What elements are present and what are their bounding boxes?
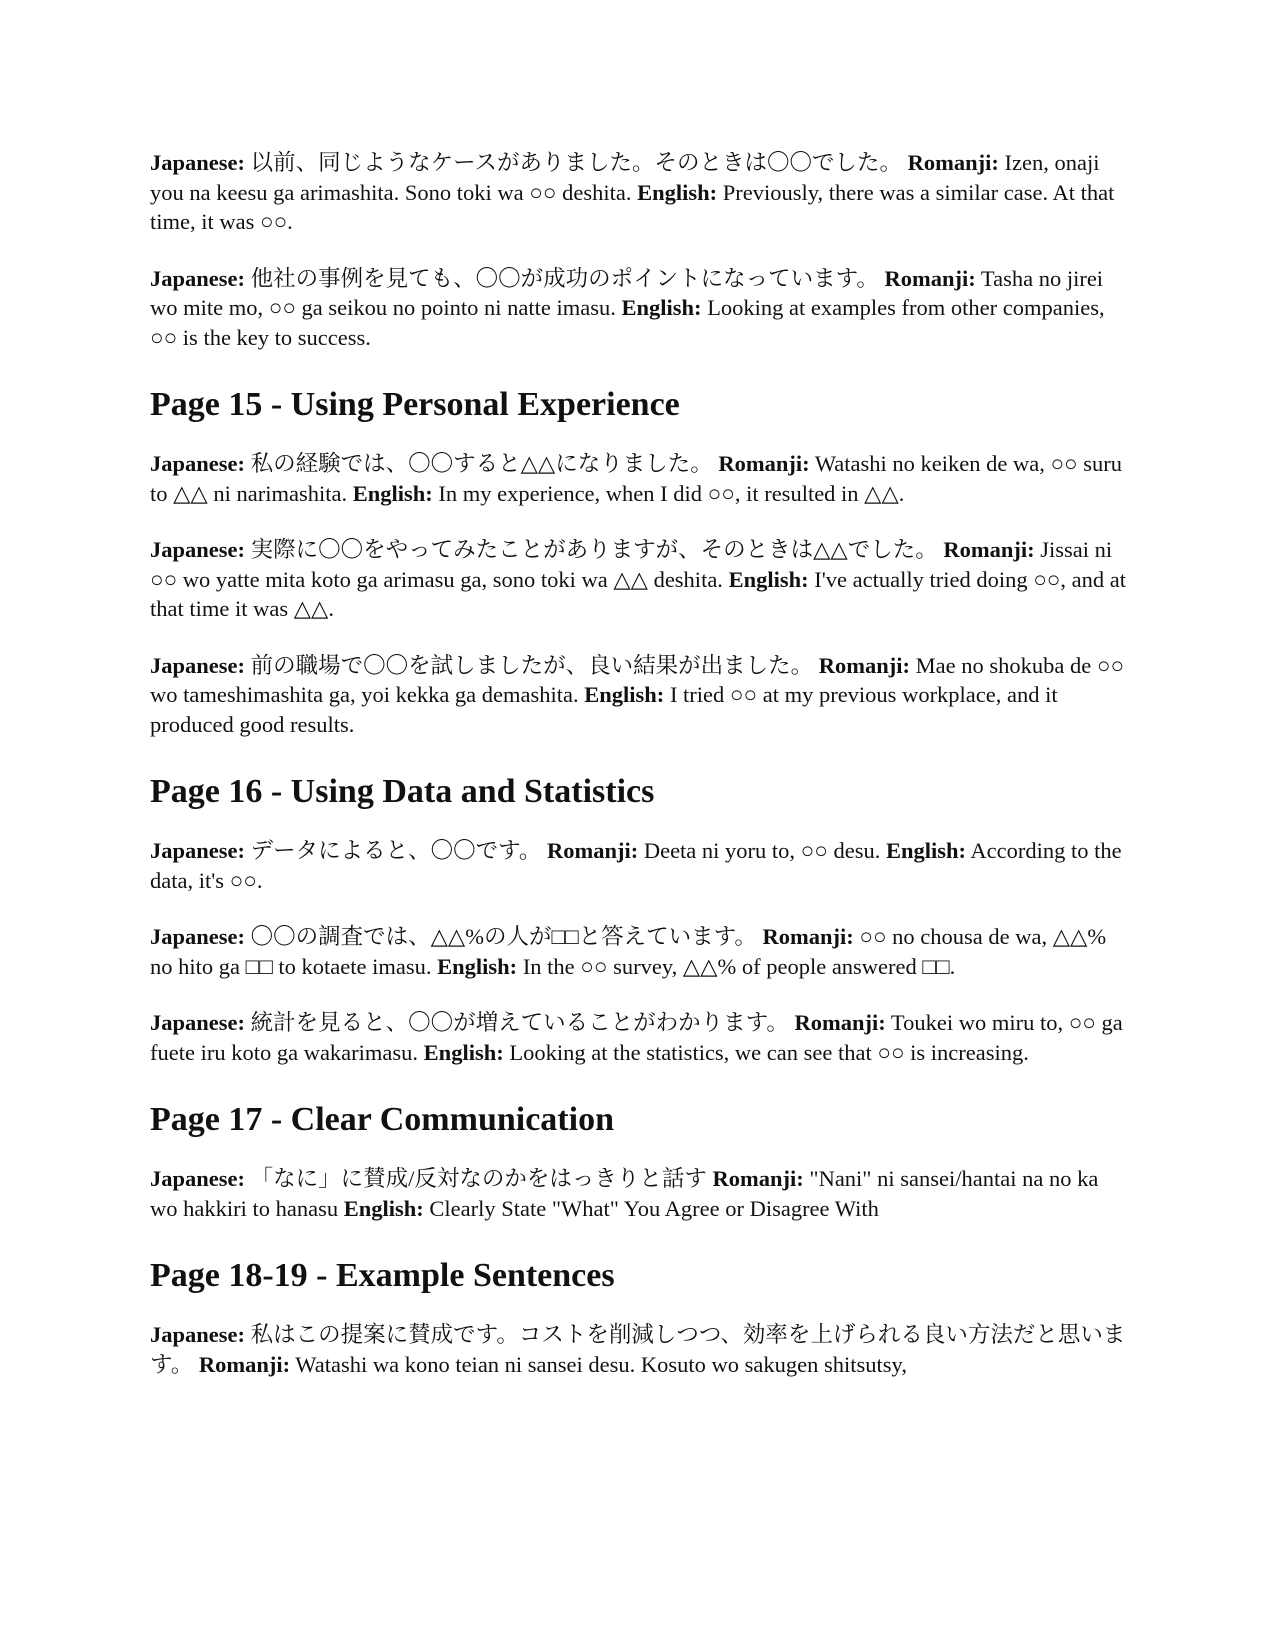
japanese-label: Japanese: xyxy=(150,838,245,863)
romanji-label: Romanji: xyxy=(818,652,911,678)
english-label: English: xyxy=(437,953,518,979)
english-text: I've actually tried doing ○○, and at that time it was △△. xyxy=(150,566,1126,621)
english-label: English: xyxy=(423,1039,504,1065)
romanji-label: Romanji: xyxy=(718,451,810,476)
japanese-text: 〇〇の調査では、△△%の人が□□と答えています。 xyxy=(250,924,757,949)
japanese-label: Japanese: xyxy=(150,924,245,949)
english-text: In my experience, when I did ○○, it resulted in △△. xyxy=(438,480,905,506)
english-text: According to the data, it's ○○. xyxy=(150,838,1122,893)
japanese-text: 実際に〇〇をやってみたことがありますが、そのときは△△でした。 xyxy=(250,537,938,562)
romanji-text: Watashi wa kono teian ni sansei desu. Kosuto wo sakugen shitsutsy, xyxy=(295,1351,907,1377)
romanji-label: Romanji: xyxy=(884,265,976,291)
romanji-text: "Nani" ni sansei/hantai na no ka wo hakkiri to hanasu xyxy=(150,1166,1099,1221)
romanji-label: Romanji: xyxy=(943,537,1035,562)
phrase-entry xyxy=(150,449,1130,508)
romanji-text: Tasha no jirei wo mite mo, ○○ ga seikou no pointo ni natte imasu. xyxy=(150,265,1104,320)
romanji-label: Romanji: xyxy=(546,838,639,863)
phrase-entry xyxy=(150,651,1130,740)
section-heading: Page 15 - Using Personal Experience xyxy=(150,386,680,423)
romanji-text: Mae no shokuba de ○○ wo tameshimashita ga, yoi kekka ga demashita. xyxy=(150,652,1125,707)
japanese-text: 私の経験では、〇〇すると△△になりました。 xyxy=(250,451,713,476)
romanji-text: Watashi no keiken de wa, ○○ suru to △△ ni narimashita. xyxy=(150,451,1122,506)
phrase-entry xyxy=(150,1164,1130,1223)
romanji-label: Romanji: xyxy=(712,1166,804,1191)
japanese-text: 他社の事例を見ても、〇〇が成功のポイントになっています。 xyxy=(250,265,879,291)
english-label: English: xyxy=(343,1195,424,1221)
japanese-text: 前の職場で〇〇を試しましたが、良い結果が出ました。 xyxy=(250,652,814,678)
english-text: I tried ○○ at my previous workplace, and it produced good results. xyxy=(150,682,1058,737)
romanji-label: Romanji: xyxy=(794,1010,886,1035)
section-heading: Page 16 - Using Data and Statistics xyxy=(150,773,655,810)
japanese-label: Japanese: xyxy=(150,150,245,175)
phrase-entry xyxy=(150,922,1130,981)
japanese-label: Japanese: xyxy=(150,451,245,476)
english-label: English: xyxy=(621,295,702,320)
japanese-text: 「なに」に賛成/反対なのかをはっきりと話す xyxy=(250,1166,707,1191)
romanji-text: Toukei wo miru to, ○○ ga fuete iru koto ga wakarimasu. xyxy=(150,1010,1123,1065)
english-text: Looking at the statistics, we can see that ○○ is increasing. xyxy=(509,1039,1029,1065)
english-label: English: xyxy=(637,179,718,205)
japanese-label: Japanese: xyxy=(150,265,245,291)
romanji-label: Romanji: xyxy=(198,1351,291,1377)
english-label: English: xyxy=(584,682,665,707)
japanese-label: Japanese: xyxy=(150,1322,245,1347)
japanese-text: データによると、〇〇です。 xyxy=(250,838,542,863)
romanji-text: Jissai ni ○○ wo yatte mita koto ga arimasu ga, sono toki wa △△ deshita. xyxy=(150,537,1113,592)
english-label: English: xyxy=(352,480,433,506)
romanji-label: Romanji: xyxy=(907,150,999,175)
english-text: In the ○○ survey, △△% of people answered □□. xyxy=(522,953,956,979)
english-text: Clearly State "What" You Agree or Disagree With xyxy=(429,1195,879,1221)
phrase-entry xyxy=(150,535,1130,624)
phrase-entry xyxy=(150,1008,1130,1067)
japanese-label: Japanese: xyxy=(150,652,245,678)
phrase-entry xyxy=(150,264,1130,353)
japanese-text: 以前、同じようなケースがありました。そのときは〇〇でした。 xyxy=(250,150,903,175)
romanji-text: Izen, onaji you na keesu ga arimashita. Sono toki wa ○○ deshita. xyxy=(150,150,1100,205)
japanese-label: Japanese: xyxy=(150,1166,245,1191)
japanese-label: Japanese: xyxy=(150,1010,245,1035)
phrase-entry xyxy=(150,836,1130,895)
japanese-text: 統計を見ると、〇〇が増えていることがわかります。 xyxy=(250,1010,789,1035)
english-label: English: xyxy=(728,566,809,592)
section-heading: Page 18-19 - Example Sentences xyxy=(150,1257,615,1294)
japanese-label: Japanese: xyxy=(150,537,245,562)
english-text: Looking at examples from other companies, ○○ is the key to success. xyxy=(150,295,1105,350)
english-text: Previously, there was a similar case. At that time, it was ○○. xyxy=(150,179,1115,234)
phrase-entry xyxy=(150,1320,1130,1379)
document-page xyxy=(150,148,1130,1406)
section-heading: Page 17 - Clear Communication xyxy=(150,1101,614,1138)
romanji-text: Deeta ni yoru to, ○○ desu. xyxy=(643,838,881,863)
japanese-text: 私はこの提案に賛成です。コストを削減しつつ、効率を上げられる良い方法だと思います。 xyxy=(150,1322,1126,1377)
romanji-label: Romanji: xyxy=(762,924,854,949)
romanji-text: ○○ no chousa de wa, △△% no hito ga □□ to kotaete imasu. xyxy=(150,924,1107,979)
english-label: English: xyxy=(885,838,967,863)
phrase-entry xyxy=(150,148,1130,237)
